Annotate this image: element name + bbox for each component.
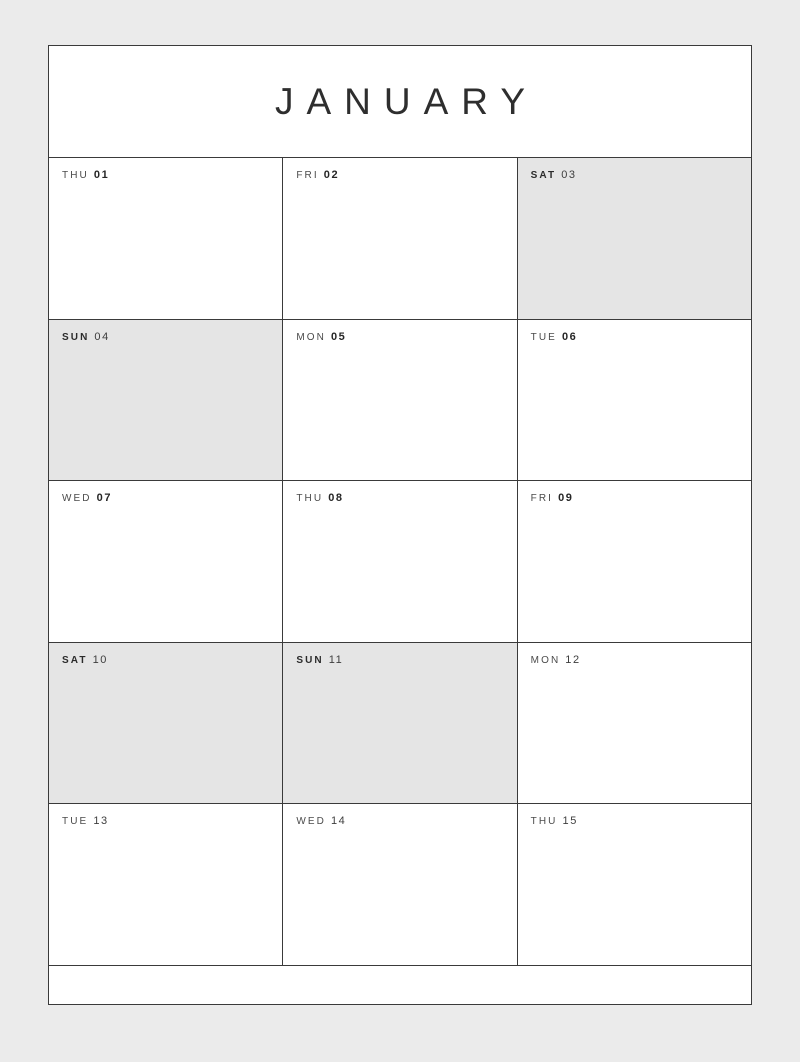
day-cell[interactable] (518, 320, 751, 481)
calendar-page (48, 45, 752, 1005)
day-cell[interactable] (283, 804, 517, 965)
day-label (296, 655, 516, 666)
day-label (531, 332, 751, 343)
day-number: 10 (92, 653, 108, 666)
day-number: 06 (561, 330, 578, 343)
day-cell[interactable] (283, 643, 517, 804)
day-label (62, 816, 282, 827)
calendar-title-bar (49, 46, 751, 158)
day-cell[interactable] (283, 320, 517, 481)
calendar-week-row (49, 481, 751, 643)
day-of-week: SAT (62, 654, 88, 666)
day-cell[interactable] (283, 481, 517, 642)
day-of-week: SUN (62, 331, 90, 343)
day-cell[interactable] (49, 320, 283, 481)
day-number: 15 (562, 815, 578, 828)
day-label (62, 170, 282, 181)
day-of-week: FRI (296, 170, 319, 181)
day-label (531, 655, 751, 666)
day-of-week: FRI (530, 493, 554, 505)
day-of-week: TUE (62, 816, 89, 828)
day-number: 12 (565, 653, 581, 666)
day-label (531, 493, 751, 504)
day-number: 09 (558, 492, 574, 505)
day-of-week: MON (530, 654, 561, 666)
day-of-week: MON (296, 331, 326, 343)
day-of-week: WED (62, 493, 92, 505)
day-of-week: TUE (530, 331, 557, 343)
day-cell[interactable] (518, 481, 751, 642)
day-number: 13 (93, 815, 109, 828)
day-cell[interactable] (518, 643, 751, 804)
day-cell[interactable] (49, 481, 283, 642)
calendar-week-row (49, 643, 751, 805)
day-number: 05 (330, 330, 347, 343)
day-label (62, 332, 282, 343)
day-label (62, 493, 282, 504)
day-label (296, 332, 516, 343)
calendar-week-row (49, 158, 751, 320)
day-number: 08 (328, 492, 344, 505)
day-label (296, 493, 516, 504)
day-number: 01 (93, 169, 110, 181)
calendar-week-row (49, 320, 751, 482)
calendar-grid (49, 158, 751, 966)
day-label (531, 816, 751, 827)
day-cell[interactable] (518, 158, 751, 319)
day-number: 02 (323, 169, 340, 181)
day-of-week: THU (530, 816, 558, 828)
day-number: 07 (96, 492, 113, 505)
calendar-week-row (49, 804, 751, 966)
day-label (296, 170, 516, 181)
day-of-week: THU (62, 170, 89, 181)
page-title: JANUARY (274, 80, 539, 122)
day-cell[interactable] (49, 804, 283, 965)
day-of-week: WED (296, 816, 326, 828)
calendar-footer-bar (49, 966, 751, 1004)
day-number: 03 (561, 169, 577, 181)
day-label (531, 170, 751, 181)
day-cell[interactable] (49, 158, 283, 319)
day-label (62, 655, 282, 666)
day-number: 11 (328, 653, 344, 666)
day-number: 14 (330, 815, 347, 828)
day-of-week: SUN (296, 654, 324, 666)
day-of-week: THU (296, 493, 324, 505)
day-label (296, 816, 516, 827)
day-cell[interactable] (49, 643, 283, 804)
day-cell[interactable] (518, 804, 751, 965)
day-cell[interactable] (283, 158, 517, 319)
day-number: 04 (94, 330, 110, 343)
day-of-week: SAT (530, 170, 557, 181)
